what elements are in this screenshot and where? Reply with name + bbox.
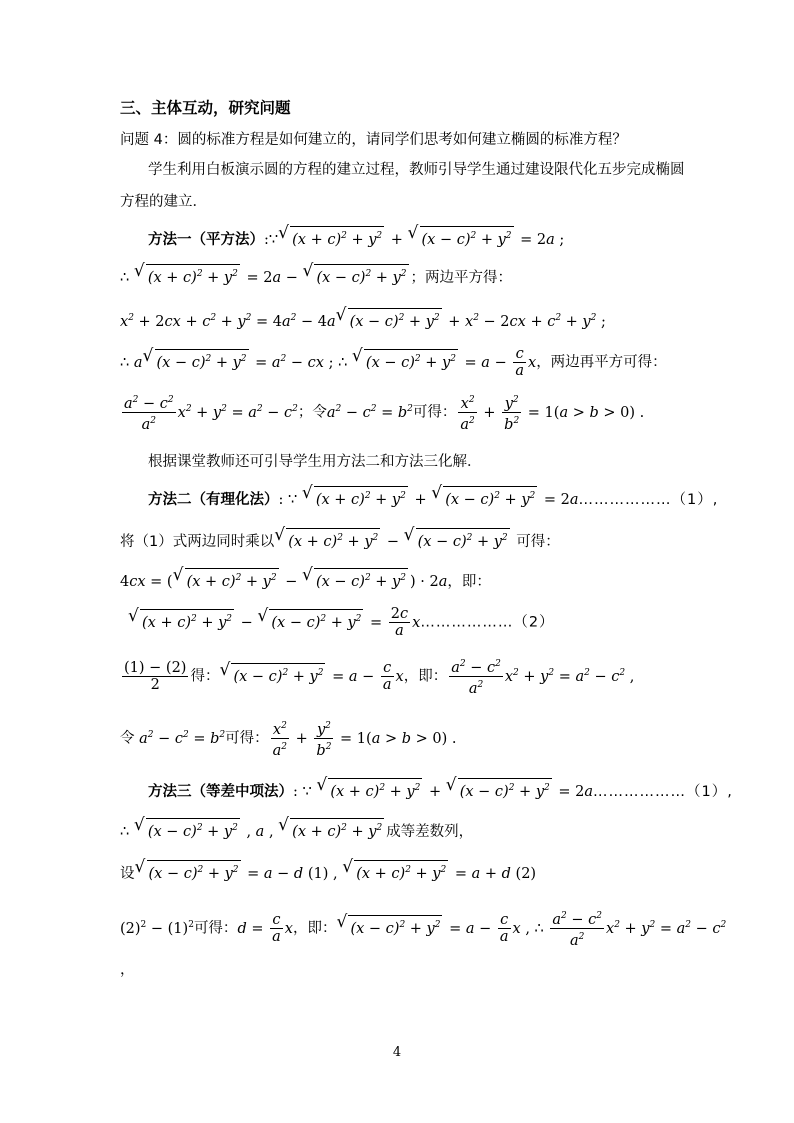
method2-de-text: 得： — [190, 668, 220, 685]
method1-square-text: ；两边平方得： — [410, 270, 512, 286]
method3-arith-text: 成等差数列， — [386, 824, 474, 840]
method1-again-text: ，两边再平方可得： — [536, 354, 667, 371]
method3-title: 方法三（等差中项法） — [148, 784, 293, 800]
equation-tag-3: ………………（1）, — [593, 784, 733, 800]
method2-line-5 — [120, 656, 634, 697]
method1-let-text: ；令 — [297, 404, 327, 421]
method2-line-2 — [120, 528, 560, 551]
method2-let-text: 令 — [120, 730, 135, 747]
equation-2: ∴ √ $(x + c)^2 + y^2 = 2a$ − √ $(x - c)^2 + y^2$ — [120, 270, 411, 286]
method2-title: 方法二（有理化法） — [148, 492, 279, 508]
method2-ie2-text: ，即： — [403, 668, 448, 685]
equation-13: $\frac{a^2 - c^2}{a^2}$ $x^2 + y^2 = a^2 - c^2$ , — [447, 669, 634, 685]
method1-get-text: 可得： — [412, 404, 457, 421]
equation-5: $\frac{a^2 - c^2}{a^2}$ $x^2 + y^2 = a^2 - c^2$ — [120, 405, 298, 421]
method3-line-3 — [120, 860, 536, 883]
ellipse-equation-1: $\frac{x^2}{a^2}$ + $\frac{y^2}{b^2}$ = 1(a > b > 0) . — [456, 405, 644, 421]
method1-line-4 — [120, 346, 667, 379]
method2-mult-text: 将（1）式两边同时乘以 — [120, 534, 275, 550]
equation-4: ∴ a√ $(x - c)^2 + y^2 = a^2$ − cx ; ∴ √ $(x - c)^2 + y^2 = a$ − $\frac{c}{a}$ x — [120, 355, 536, 371]
equation-14: $a^2 - c^2 = b^2$ — [134, 729, 226, 747]
method1-title: 方法一（平方法） — [148, 232, 264, 248]
equation-tag-2: ………………（2） — [420, 614, 555, 631]
equation-7: : ∵ √ $(x + c)^2 + y^2$ + √ $(x - c)^2 + y^2 = 2a$ — [279, 492, 579, 508]
method2-line-1 — [148, 486, 718, 509]
equation-1: :∵√ $(x + c)^2 + y^2$ + √ $(x - c)^2 + y^2 = 2a$ ; — [264, 232, 564, 248]
guide-text: 根据课堂教师还可引导学生用方法二和方法三化解． — [148, 454, 482, 470]
equation-19: d = $\frac{c}{a}$ x — [237, 912, 293, 945]
method3-line-1 — [148, 778, 733, 801]
question-text: 问题 4：圆的标准方程是如何建立的，请同学们思考如何建立椭圆的标准方程？ — [120, 132, 627, 148]
method2-line-3 — [120, 568, 491, 591]
method1-line-3 — [120, 308, 606, 331]
method3-line-2 — [120, 818, 473, 841]
method3-ie-text: ，即： — [292, 920, 337, 937]
intro-line-1: 学生利用白板演示圆的方程的建立过程，教师引导学生通过建设限代化五步完成椭圆 — [148, 162, 685, 178]
page-number: 4 — [392, 1045, 402, 1060]
method3-set-text: 设 — [120, 866, 135, 882]
equation-15: : ∵ √ $(x + c)^2 + y^2$ + √ $(x - c)^2 + y^2 = 2a$ — [293, 784, 593, 800]
method2-line-4 — [128, 606, 555, 639]
equation-11: $\frac{(1) - (2)}{2}$ — [124, 660, 187, 693]
method3-get-text: 可得： — [193, 920, 238, 937]
equation-17: √ $(x - c)^2 + y^2 = a - d$ (1) , √ $(x + c)^2 + y^2 = a + d$ (2) — [135, 866, 537, 882]
ellipse-equation-2: $\frac{x^2}{a^2}$ + $\frac{y^2}{b^2}$ = 1(a > b > 0) . — [269, 731, 457, 747]
equation-10: √ $(x + c)^2 + y^2$ − √ $(x - c)^2 + y^2$ = $\frac{2c}{a}$ x — [128, 615, 420, 631]
equation-20: √ $(x - c)^2 + y^2 = a$ − $\frac{c}{a}$ x , ∴ $\frac{a^2 - c^2}{a^2}$ $x^2 + y^2 = a^2 - c^2$ — [336, 921, 726, 937]
method1-line-5 — [120, 392, 644, 433]
equation-9: 4cx = (√ $(x + c)^2 + y^2$ − √ $(x - c)^2 + y^2$ ) · 2a — [120, 574, 447, 590]
method1-line-1 — [148, 226, 564, 249]
equation-12: √ $(x - c)^2 + y^2 = a$ − $\frac{c}{a}$ x — [219, 669, 403, 685]
intro-line-2: 方程的建立． — [120, 194, 207, 210]
method2-line-6 — [120, 718, 457, 759]
trailing-comma: ， — [120, 962, 135, 978]
method2-ie-text: ，即： — [447, 574, 491, 590]
equation-tag-1: ………………（1）, — [578, 492, 719, 508]
equation-18: $(2)^2 - (1)^2$ — [120, 919, 194, 937]
method2-get-text: 可得： — [516, 534, 560, 550]
section-title: 三、主体互动，研究问题 — [120, 99, 291, 117]
equation-16: ∴ √ $(x - c)^2 + y^2$ , a , √ $(x + c)^2 + y^2$ — [120, 824, 386, 840]
method3-line-4 — [120, 908, 726, 949]
method2-get2-text: 可得： — [225, 730, 269, 747]
method1-line-2 — [120, 264, 512, 287]
equation-6: $a^2 - c^2 = b^2$ — [326, 403, 413, 421]
equation-3: $x^2 + 2cx + c^2 + y^2 = 4a^2 - 4a√$ $(x - c)^2 + y^2 + x^2 - 2cx + c^2 + y^2$ ; — [120, 314, 606, 330]
equation-8: √ $(x + c)^2 + y^2$ − √ $(x - c)^2 + y^2$ — [274, 534, 511, 550]
